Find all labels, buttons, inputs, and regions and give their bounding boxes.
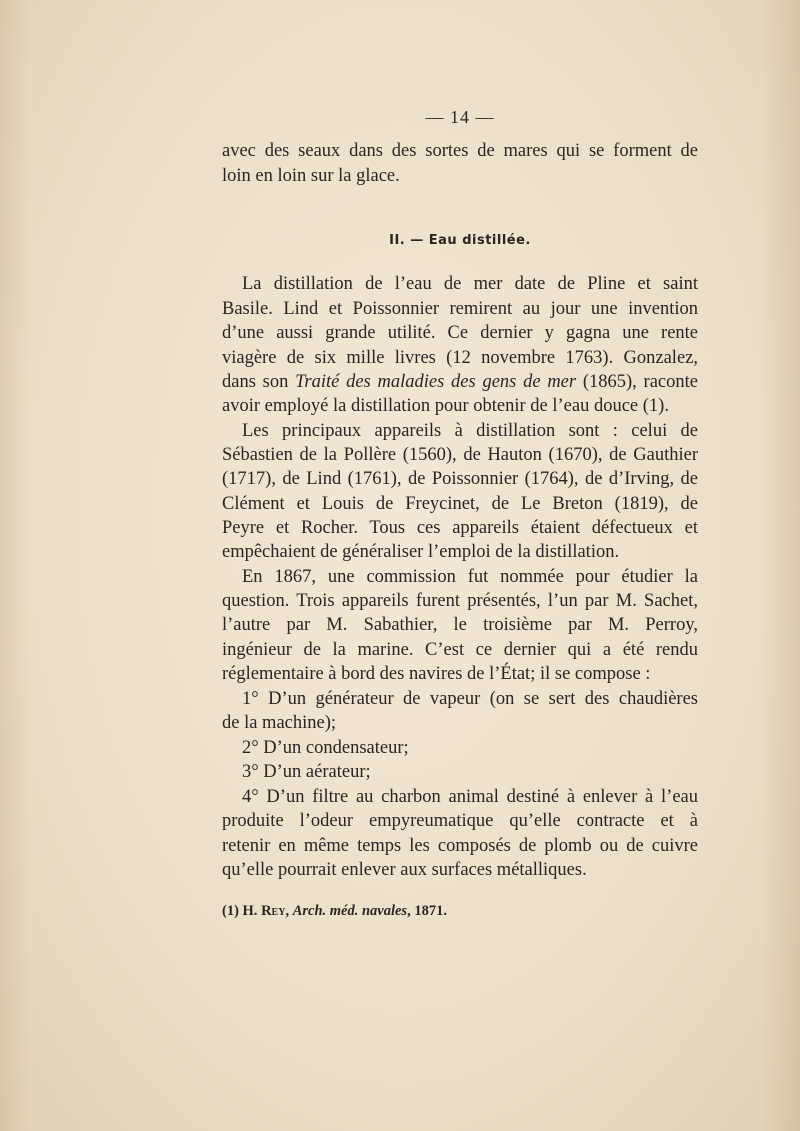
body-line: d’une aussi grande utilité. Ce dernier y gagna une rente	[222, 323, 698, 343]
body-line: réglementaire à bord des navires de l’État; il se compose :	[222, 664, 651, 684]
body-line: Clément et Louis de Freycinet, de Le Breton (1819), de	[222, 494, 698, 514]
page-number: — 14 —	[425, 107, 495, 127]
list-item: 2° D’un condensateur;	[242, 738, 409, 758]
body-line: avec des seaux dans des sortes de mares qui se forment de	[222, 141, 698, 161]
body-line: Basile. Lind et Poissonnier remirent au jour une invention	[222, 299, 698, 319]
body-text: (1865), raconte	[576, 372, 698, 392]
body-line: Sébastien de la Pollère (1560), de Hauton (1670), de Gauthier	[222, 445, 698, 465]
body-line: Les principaux appareils à distillation sont : celui de	[242, 421, 698, 441]
section-heading: II. — Eau distillée.	[389, 233, 531, 248]
list-item-continuation: de la machine);	[222, 713, 337, 733]
footnote-year: , 1871.	[407, 903, 447, 919]
page-edge-shadow-left	[0, 0, 30, 1131]
body-line: l’autre par M. Sabathier, le troisième par M. Perroy,	[222, 615, 698, 635]
body-line: question. Trois appareils furent présentés, l’un par M. Sachet,	[222, 591, 698, 611]
body-line: La distillation de l’eau de mer date de Pline et saint	[242, 274, 698, 294]
list-item: 4° D’un filtre au charbon animal destiné à enlever à l’eau	[242, 787, 698, 807]
footnote-author: Rey	[261, 903, 286, 919]
footnote-marker: (1) H.	[222, 903, 262, 919]
body-line: loin en loin sur la glace.	[222, 166, 400, 186]
body-text: dans son	[222, 372, 296, 392]
body-line: empêchaient de généraliser l’emploi de la distillation.	[222, 542, 620, 562]
list-item-continuation: retenir en même temps les composés de plomb ou de cuivre	[222, 836, 698, 856]
body-line: En 1867, une commission fut nommée pour étudier la	[242, 567, 698, 587]
book-title: Traité des maladies des gens de mer	[295, 372, 577, 392]
list-item-continuation: qu’elle pourrait enlever aux surfaces métalliques.	[222, 860, 587, 880]
list-item-continuation: produite l’odeur empyreumatique qu’elle contracte et à	[222, 811, 698, 831]
body-line: (1717), de Lind (1761), de Poissonnier (1764), de d’Irving, de	[222, 469, 698, 489]
body-line	[222, 371, 698, 393]
body-line: avoir employé la distillation pour obtenir de l’eau douce (1).	[222, 396, 669, 416]
list-item: 3° D’un aérateur;	[242, 762, 371, 782]
body-line: ingénieur de la marine. C’est ce dernier qui a été rendu	[222, 640, 698, 660]
footnote-sep: ,	[285, 903, 293, 919]
footnote-title: Arch. méd. navales	[292, 903, 408, 919]
footnote	[222, 903, 698, 920]
body-line: viagère de six mille livres (12 novembre 1763). Gonzalez,	[222, 348, 698, 368]
list-item: 1° D’un générateur de vapeur (on se sert des chaudières	[242, 689, 698, 709]
body-line: Peyre et Rocher. Tous ces appareils étaient défectueux et	[222, 518, 698, 538]
page-edge-shadow-right	[760, 0, 800, 1131]
